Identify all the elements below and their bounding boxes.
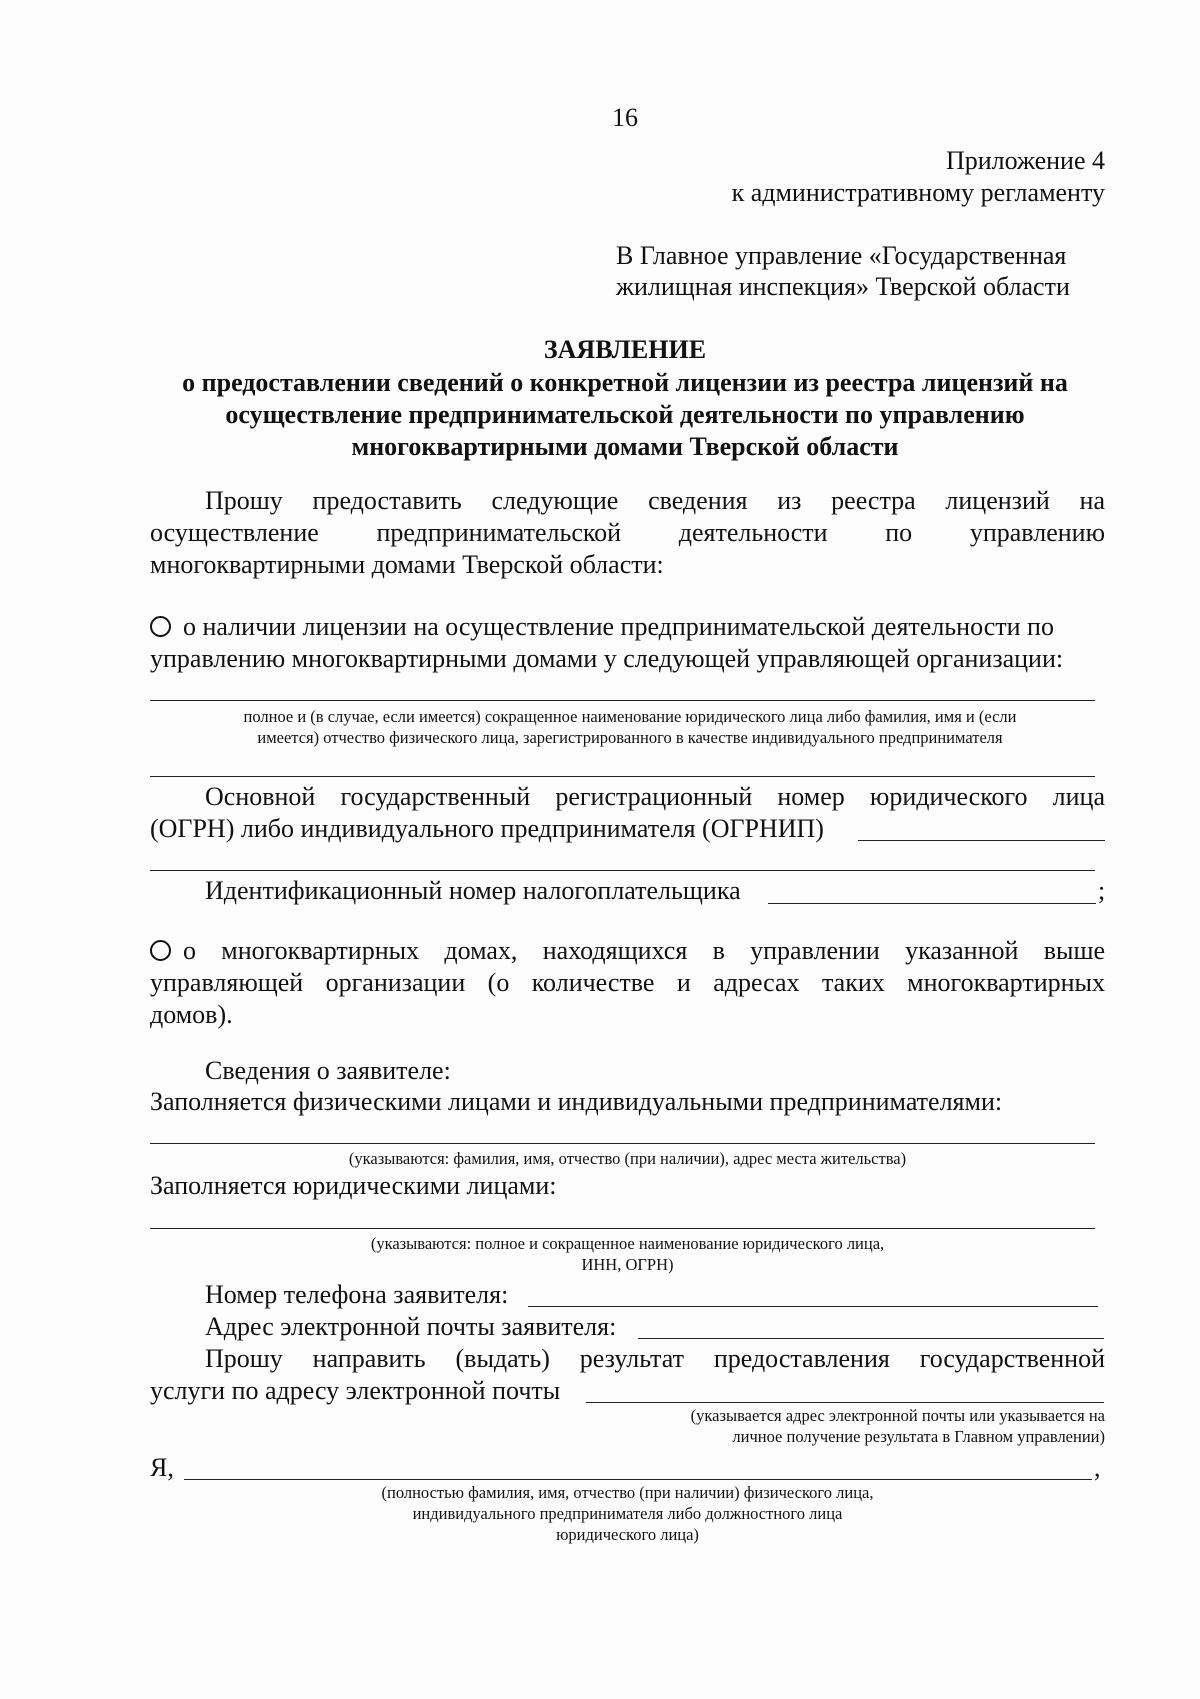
addressee-line-2: жилищная инспекция» Тверской области (616, 272, 1070, 301)
signer-field[interactable] (184, 1479, 1092, 1480)
signer-suffix: , (1094, 1453, 1101, 1482)
ogrn-field[interactable] (858, 840, 1105, 841)
legal-hint-1: (указываются: полное и сокращенное наименование юридического лица, (370, 1234, 885, 1253)
attachment-title: Приложение 4 (945, 146, 1105, 175)
intro-line-2: осуществление предпринимательской деятельности по управлению (150, 518, 1105, 547)
individuals-label: Заполняется физическими лицами и индивидуальными предпринимателями: (150, 1087, 1003, 1116)
signer-hint-1: (полностью фамилия, имя, отчество (при наличии) физического лица, (381, 1483, 874, 1502)
signer-hint-2: индивидуального предпринимателя либо должностного лица (412, 1504, 843, 1523)
legal-hint-2: ИНН, ОГРН) (581, 1255, 674, 1274)
document-title: ЗАЯВЛЕНИЕ (543, 335, 707, 364)
option-houses[interactable] (150, 935, 1105, 967)
option-2-line-2: управляющей организации (о количестве и адресах таких многоквартирных (150, 968, 1105, 997)
email-label: Адрес электронной почты заявителя: (205, 1312, 617, 1341)
document-subtitle-line-3: многоквартирными домами Тверской области (351, 432, 899, 461)
individuals-hint: (указываются: фамилия, имя, отчество (при наличии), адрес места жительства) (348, 1149, 907, 1168)
radio-license-availability[interactable] (150, 616, 171, 637)
org-name-hint-2: имеется) отчество физического лица, зарегистрированного в качестве индивидуального предпринимателя (257, 728, 1003, 747)
individuals-field[interactable] (150, 1143, 1095, 1144)
org-name-field-2[interactable] (150, 776, 1095, 777)
option-2-line-3: домов). (150, 1000, 233, 1029)
document-subtitle-line-2: осуществление предпринимательской деятельности по управлению (225, 400, 1025, 429)
attachment-subtitle: к административному регламенту (731, 178, 1105, 207)
option-1-line-2: управлению многоквартирными домами у следующей управляющей организации: (150, 644, 1064, 673)
signer-prefix: Я, (150, 1453, 174, 1482)
phone-field[interactable] (528, 1306, 1098, 1307)
result-line-2: услуги по адресу электронной почты (150, 1376, 561, 1405)
ogrn-line-1: Основной государственный регистрационный номер юридического лица (205, 782, 1105, 811)
result-hint-2: личное получение результата в Главном управлении) (732, 1427, 1105, 1446)
inn-end: ; (1098, 876, 1106, 905)
option-license-availability[interactable] (150, 611, 1110, 643)
result-email-field[interactable] (586, 1402, 1104, 1403)
org-name-field[interactable] (150, 700, 1095, 701)
ogrn-field-2[interactable] (150, 870, 1095, 871)
legal-field[interactable] (150, 1228, 1095, 1229)
result-line-1: Прошу направить (выдать) результат предоставления государственной (205, 1344, 1105, 1373)
intro-line-3: многоквартирными домами Тверской области: (150, 550, 664, 579)
org-name-hint-1: полное и (в случае, если имеется) сокращенное наименование юридического лица либо фамилия, имя и (если (243, 707, 1017, 726)
email-field[interactable] (638, 1338, 1104, 1339)
legal-label: Заполняется юридическими лицами: (150, 1171, 557, 1200)
addressee-line-1: В Главное управление «Государственная (616, 241, 1067, 270)
result-hint-1: (указывается адрес электронной почты или указывается на (690, 1406, 1105, 1425)
inn-label: Идентификационный номер налогоплательщика (205, 876, 741, 905)
radio-houses[interactable] (150, 940, 171, 961)
option-1-line-1: о наличии лицензии на осуществление предпринимательской деятельности по (183, 612, 1054, 641)
ogrn-line-2: (ОГРН) либо индивидуального предпринимателя (ОГРНИП) (150, 814, 824, 843)
option-2-line-1: о многоквартирных домах, находящихся в управлении указанной выше (183, 936, 1105, 965)
document-subtitle-line-1: о предоставлении сведений о конкретной лицензии из реестра лицензий на (182, 368, 1068, 397)
phone-label: Номер телефона заявителя: (205, 1280, 509, 1309)
inn-field[interactable] (768, 903, 1096, 904)
intro-line-1: Прошу предоставить следующие сведения из реестра лицензий на (205, 486, 1105, 515)
signer-hint-3: юридического лица) (556, 1525, 699, 1544)
page-number: 16 (612, 103, 638, 132)
applicant-heading: Сведения о заявителе: (205, 1056, 451, 1085)
